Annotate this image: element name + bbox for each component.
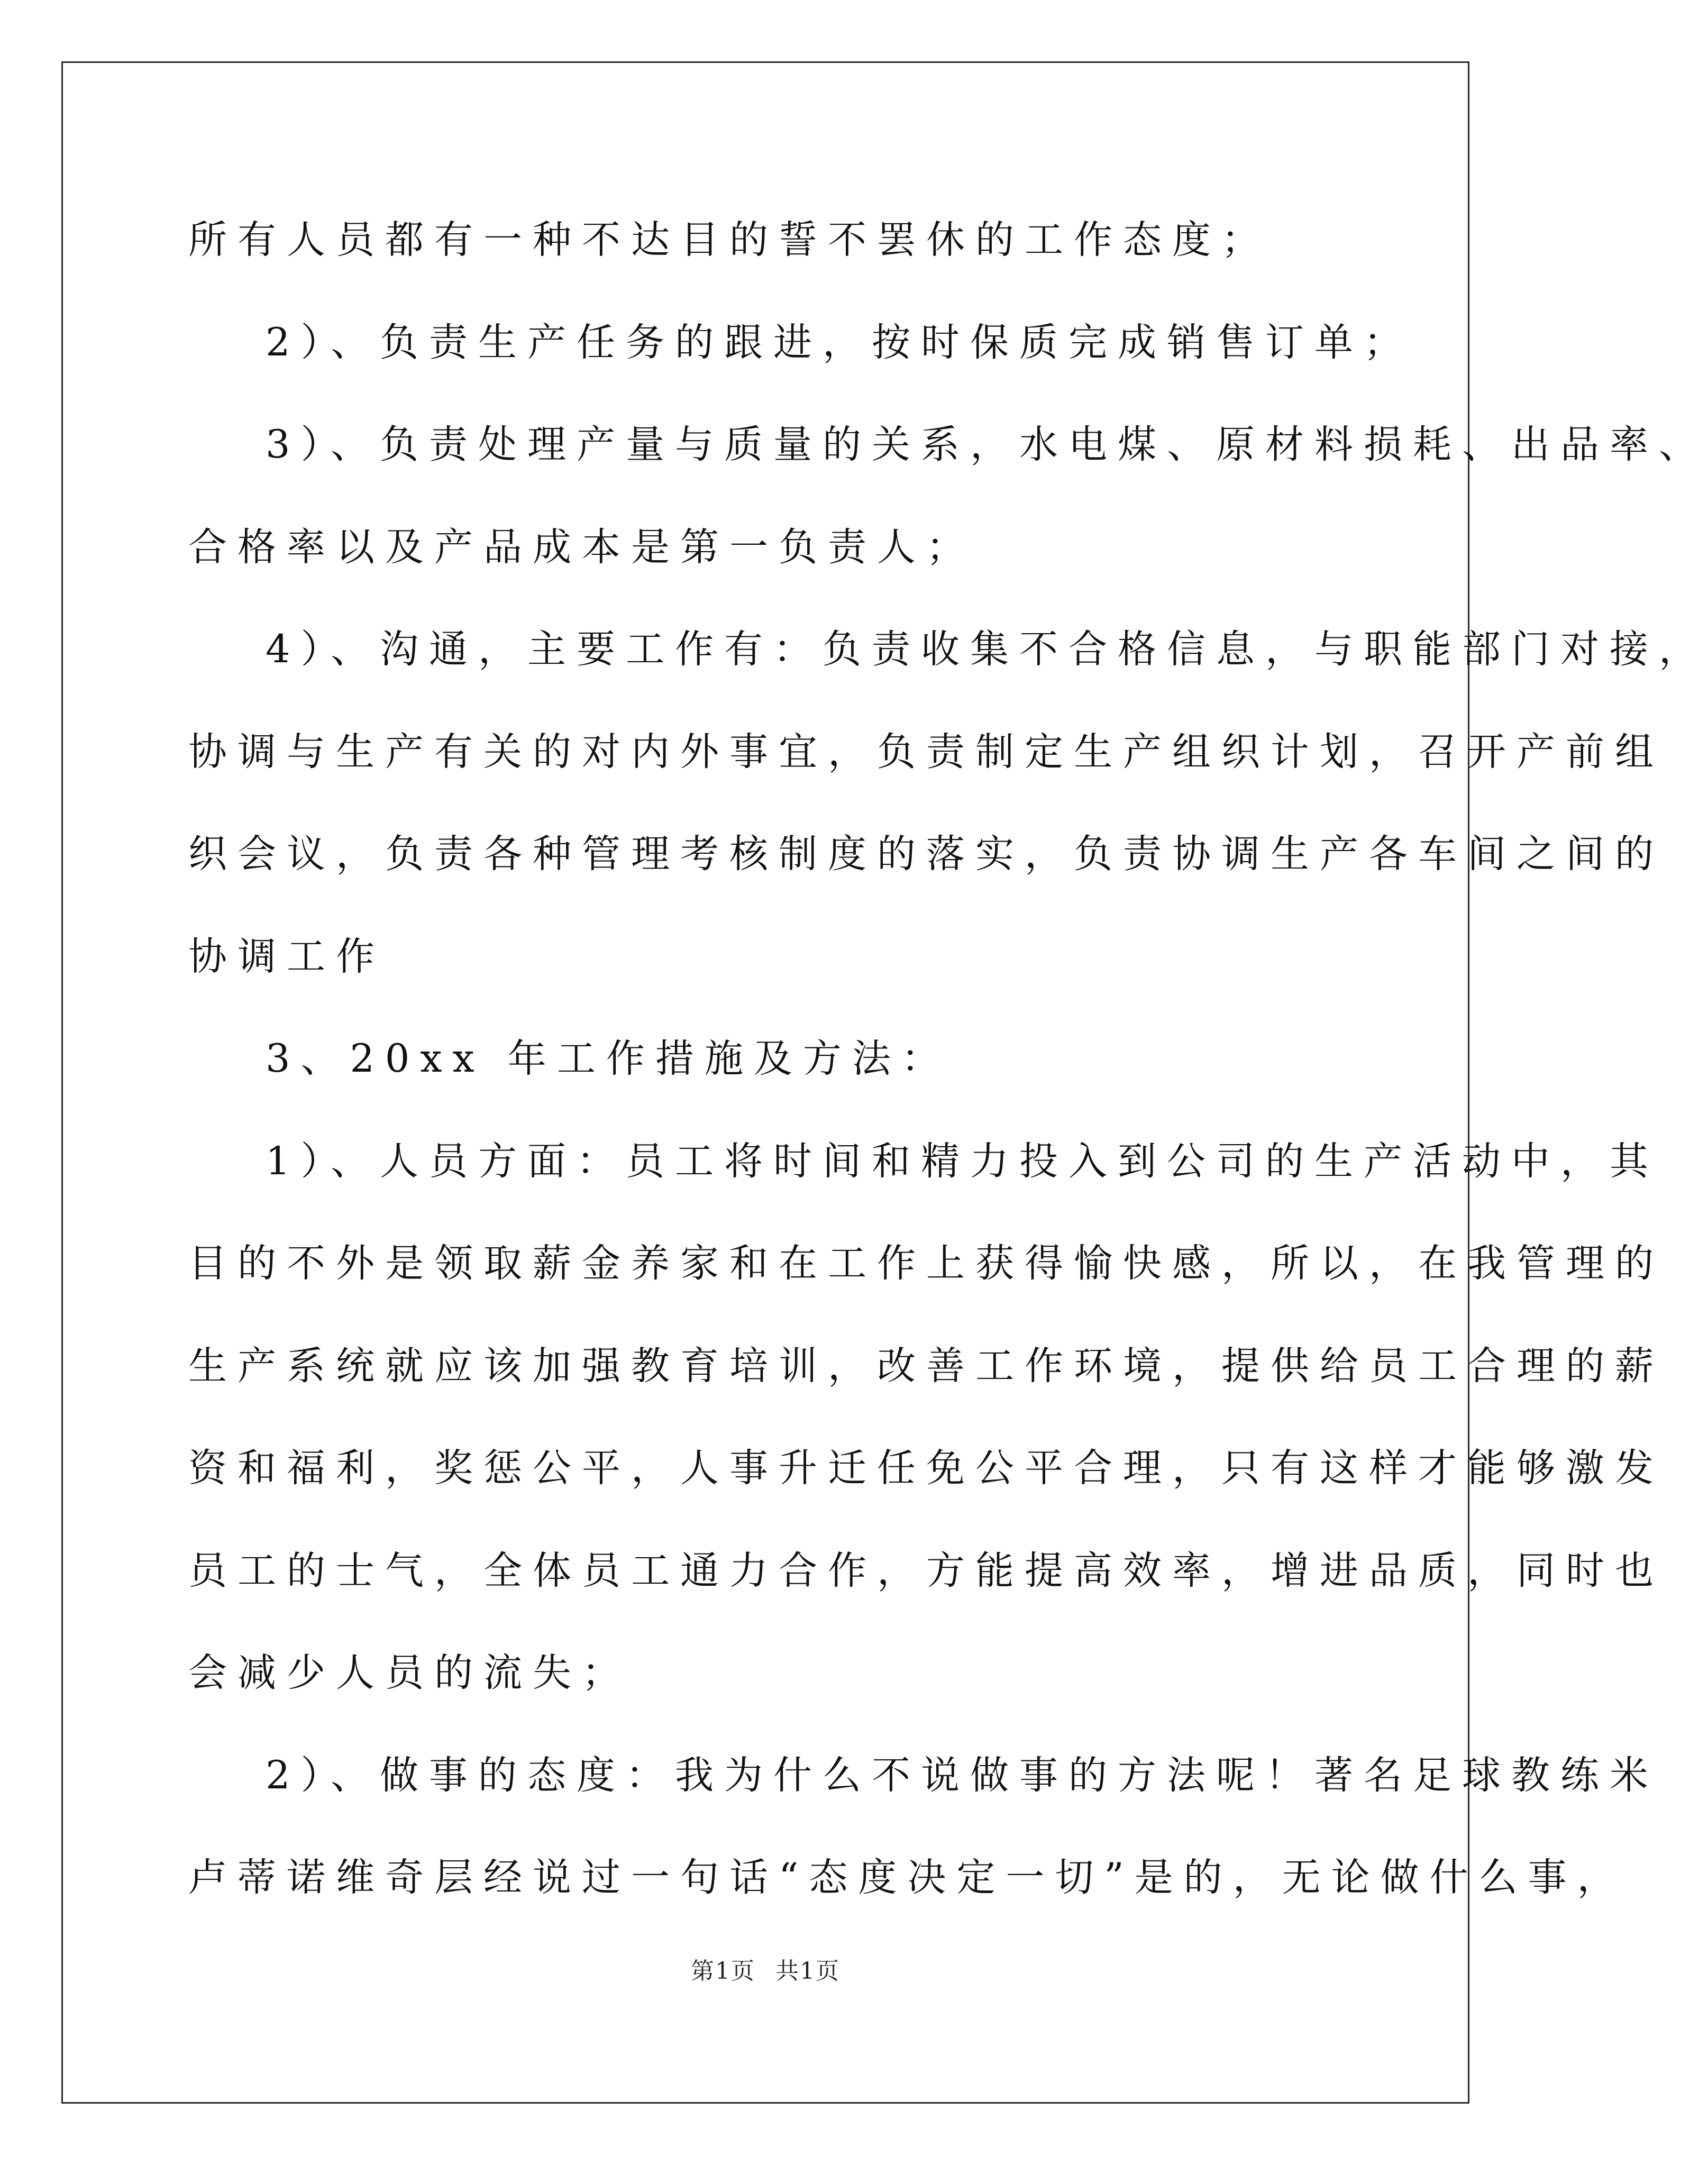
text-line: 织会议，负责各种管理考核制度的落实，负责协调生产各车间之间的 (188, 832, 1664, 876)
text-line: 目的不外是领取薪金养家和在工作上获得愉快感，所以，在我管理的 (188, 1241, 1664, 1286)
text-line: 卢蒂诺维奇层经说过一句话“态度决定一切”是的，无论做什么事， (188, 1855, 1627, 1900)
text-line: 协调与生产有关的对内外事宜，负责制定生产组织计划，召开产前组 (188, 729, 1664, 774)
paragraph-personnel-cont (188, 1212, 1664, 1724)
section-heading-measures (188, 1008, 1341, 1110)
paragraph-production-tasks (188, 291, 1413, 394)
paragraph-personnel (188, 1110, 1659, 1213)
text-line: 合格率以及产品成本是第一负责人； (188, 524, 975, 570)
text-line: 4）、沟通，主要工作有：负责收集不合格信息，与职能部门对接， (266, 627, 1708, 672)
paragraph-attitude-cont (188, 1826, 1627, 1929)
document-body (188, 189, 1708, 1929)
page-footer (0, 1952, 1531, 1986)
text-line: 2）、负责生产任务的跟进，按时保质完成销售订单； (266, 319, 1413, 365)
paragraph-output-quality-cont (188, 496, 1341, 599)
text-line: 3、20xx 年工作措施及方法： (266, 1036, 951, 1081)
paragraph-attitude (188, 1724, 1659, 1827)
text-line: 3）、负责处理产量与质量的关系，水电煤、原材料损耗、出品率、 (266, 422, 1708, 467)
paragraph-communication-cont (188, 701, 1664, 1008)
paragraph-communication (188, 598, 1708, 701)
page-number: 第1页 (691, 1958, 755, 1985)
text-line: 生产系统就应该加强教育培训，改善工作环境，提供给员工合理的薪 (188, 1343, 1664, 1388)
text-line: 2）、做事的态度：我为什么不说做事的方法呢！著名足球教练米 (266, 1752, 1659, 1798)
text-line: 1）、人员方面：员工将时间和精力投入到公司的生产活动中，其 (266, 1138, 1659, 1184)
text-line: 会减少人员的流失； (188, 1650, 631, 1695)
text-line: 协调工作 (188, 934, 385, 979)
page-total: 共1页 (775, 1958, 840, 1985)
text-line: 员工的士气，全体员工通力合作，方能提高效率，增进品质，同时也 (188, 1548, 1664, 1593)
paragraph-attitude-tail (188, 189, 1341, 291)
text-line: 资和福利，奖惩公平，人事升迁任免公平合理，只有这样才能够激发 (188, 1446, 1664, 1491)
paragraph-output-quality (188, 394, 1708, 496)
text-line: 所有人员都有一种不达目的誓不罢休的工作态度； (188, 217, 1271, 262)
